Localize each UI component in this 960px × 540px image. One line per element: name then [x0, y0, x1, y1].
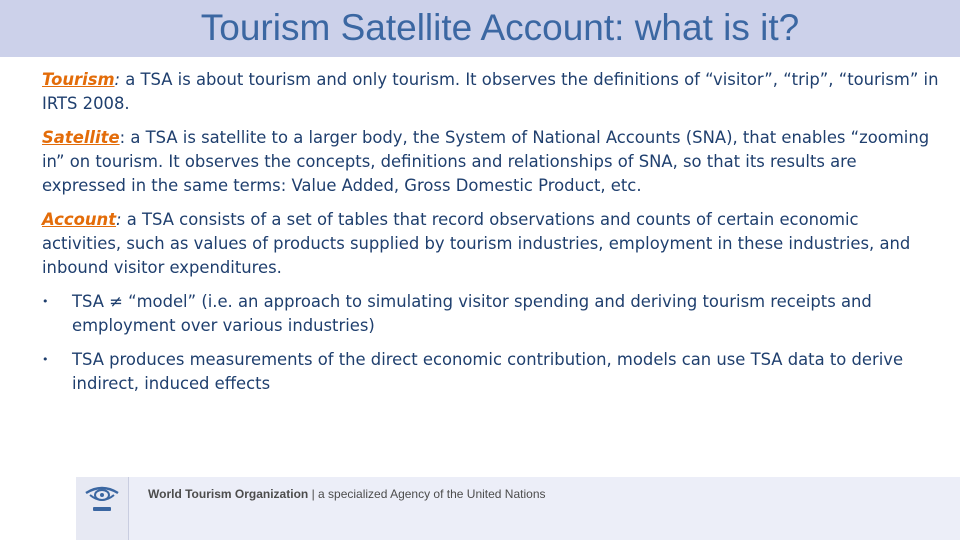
- bullet-list: [42, 290, 942, 396]
- footer-band: [76, 477, 960, 540]
- paragraph-text: a TSA consists of a set of tables that record observations and counts of certain economic activities, such as values of products supplied by tourism industries, employment in these industries, and inbound visitor expenditures.: [42, 210, 911, 277]
- paragraph-account: [42, 208, 942, 280]
- paragraph-satellite: [42, 126, 942, 198]
- organization-tagline: | a specialized Agency of the United Nations: [308, 487, 546, 501]
- paragraph-text: a TSA is satellite to a larger body, the System of National Accounts (SNA), that enables “zooming in” on tourism. It observes the concepts, definitions and relationships of SNA, so that its results are expressed in the same terms: Value Added, Gross Domestic Product, etc.: [42, 128, 930, 195]
- bullet-item: [42, 348, 942, 396]
- unwto-logo-icon: [76, 477, 129, 540]
- paragraph-tourism: [42, 68, 942, 116]
- term-tourism: Tourism: [42, 70, 115, 89]
- slide-title: Tourism Satellite Account: what is it?: [200, 7, 800, 48]
- paragraph-text: a TSA is about tourism and only tourism. It observes the definitions of “visitor”, “trip”, “tourism” in IRTS 2008.: [42, 70, 939, 113]
- bullet-text: TSA produces measurements of the direct economic contribution, models can use TSA data to derive indirect, induced effects: [72, 350, 904, 393]
- unwto-logo-graphic: [82, 481, 122, 515]
- bullet-icon: •: [42, 295, 49, 308]
- term-separator: :: [114, 70, 121, 89]
- bullet-icon: •: [42, 353, 49, 366]
- organization-name: World Tourism Organization: [148, 487, 309, 501]
- bullet-item: [42, 290, 942, 338]
- bullet-text: TSA ≠ “model” (i.e. an approach to simulating visitor spending and deriving tourism receipts and employment over various industries): [72, 292, 872, 335]
- slide-content: [42, 68, 942, 406]
- footer-text: [148, 487, 546, 501]
- term-separator: :: [116, 210, 122, 229]
- term-account: Account: [42, 210, 117, 229]
- term-separator: :: [119, 128, 126, 147]
- term-satellite: Satellite: [42, 128, 120, 147]
